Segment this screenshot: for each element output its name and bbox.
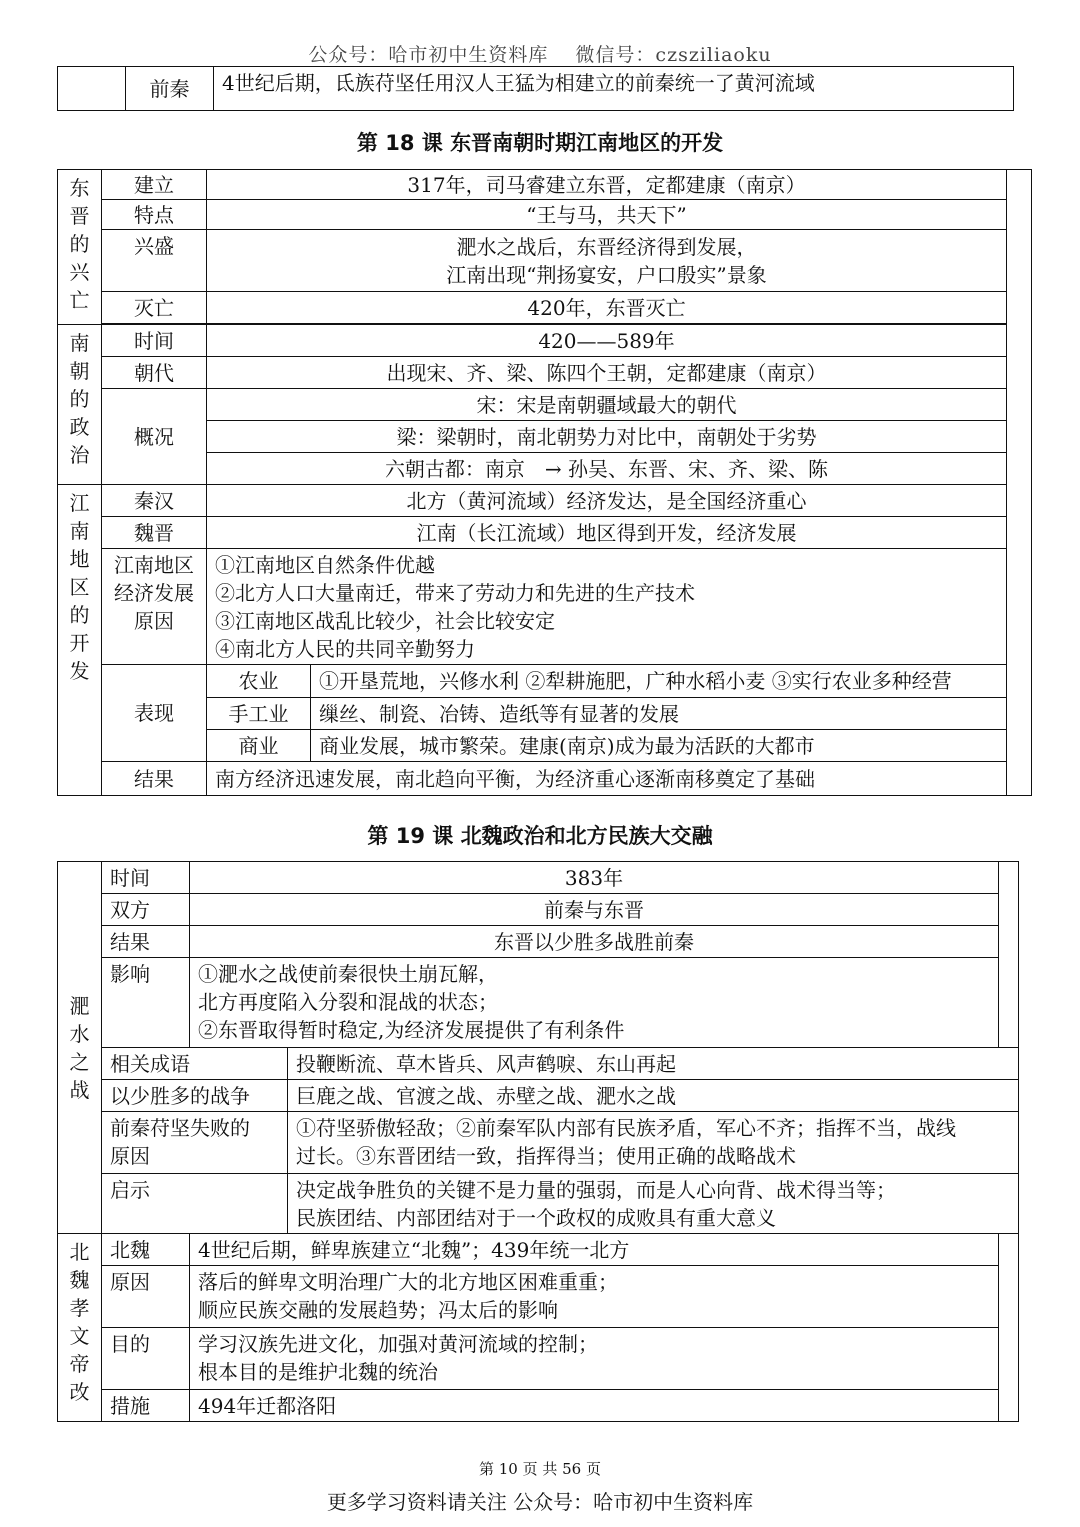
row-label: 秦汉 [102, 485, 207, 517]
footer-note: 更多学习资料请关注 公众号：哈市初中生资料库 [326, 1490, 754, 1514]
row-content: 出现宋、齐、梁、陈四个王朝，定都建康（南京） [207, 357, 1007, 389]
sub-label: 商业 [207, 730, 311, 762]
row-label: 启示 [102, 1174, 288, 1234]
side-blank [999, 1234, 1019, 1422]
row-content: 巨鹿之战、官渡之战、赤壁之战、淝水之战 [288, 1080, 1019, 1112]
row-content: 4世纪后期，鲜卑族建立“北魏”；439年统一北方 [190, 1234, 999, 1266]
row-content: 北方（黄河流域）经济发达，是全国经济重心 [207, 485, 1007, 517]
row-label: 相关成语 [102, 1048, 288, 1080]
row-label: 影响 [102, 958, 190, 1048]
row-content: 317年，司马睿建立东晋，定都建康（南京） [207, 170, 1007, 200]
reasons-content: ①江南地区自然条件优越 ②北方人口大量南迁，带来了劳动力和先进的生产技术 ③江南地区战乱比较少，社会比较安定 ④南北方人民的共同辛勤努力 [207, 549, 1007, 665]
row-label: 前秦苻坚失败的 原因 [102, 1112, 288, 1174]
row-label: 特点 [102, 200, 207, 230]
page-header: 公众号：哈市初中生资料库 微信号：czsziliaoku [308, 44, 772, 66]
row-content: 383年 [190, 862, 999, 894]
row-content: 420——589年 [207, 325, 1007, 357]
row-label: 概况 [102, 389, 207, 485]
row-content: 江南（长江流域）地区得到开发，经济发展 [207, 517, 1007, 549]
overview-line: 宋：宋是南朝疆域最大的朝代 [207, 389, 1007, 421]
section-label-southern-dynasties: 南朝的政治 [58, 325, 102, 485]
row-label: 魏晋 [102, 517, 207, 549]
sub-content: ①开垦荒地，兴修水利 ②犁耕施肥，广种水稻小麦 ③实行农业多种经营 [311, 665, 1032, 698]
row-content: 南方经济迅速发展，南北趋向平衡，为经济重心逐渐南移奠定了基础 [207, 762, 1032, 796]
row-label: 前秦 [126, 67, 214, 111]
row-label: 双方 [102, 894, 190, 926]
row-label: 结果 [102, 926, 190, 958]
overview-line: 梁：梁朝时，南北朝势力对比中，南朝处于劣势 [207, 421, 1007, 453]
row-label-reasons: 江南地区 经济发展 原因 [102, 549, 207, 665]
row-content: 落后的鲜卑文明治理广大的北方地区困难重重； 顺应民族交融的发展趋势；冯太后的影响 [190, 1266, 999, 1328]
row-label: 措施 [102, 1390, 190, 1422]
row-content: 前秦与东晋 [190, 894, 999, 926]
lesson-19-title: 第 19 课 北魏政治和北方民族大交融 [367, 824, 713, 848]
page-number: 第 10 页 共 56 页 [478, 1460, 601, 1478]
row-label: 原因 [102, 1266, 190, 1328]
lesson-18-title: 第 18 课 东晋南朝时期江南地区的开发 [356, 131, 724, 155]
sub-label: 手工业 [207, 698, 311, 730]
row-label: 结果 [102, 762, 207, 796]
row-content: 东晋以少胜多战胜前秦 [190, 926, 999, 958]
row-content: 学习汉族先进文化，加强对黄河流域的控制； 根本目的是维护北魏的统治 [190, 1328, 999, 1390]
row-content: 494年迁都洛阳 [190, 1390, 999, 1422]
row-label: 以少胜多的战争 [102, 1080, 288, 1112]
row-label: 北魏 [102, 1234, 190, 1266]
lesson-18-table [57, 169, 1032, 796]
row-label: 目的 [102, 1328, 190, 1390]
lesson-19-table [57, 861, 1019, 1422]
row-content: 决定战争胜负的关键不是力量的强弱，而是人心向背、战术得当等； 民族团结、内部团结对于一个政权的成败具有重大意义 [288, 1174, 1019, 1234]
section-label-jiangnan: 江南地区的开发 [58, 485, 102, 796]
row-content: 淝水之战后，东晋经济得到发展， 江南出现“荆扬宴安，户口殷实”景象 [207, 230, 1007, 292]
sub-label: 农业 [207, 665, 311, 698]
row-label: 朝代 [102, 357, 207, 389]
row-content: ①淝水之战使前秦很快土崩瓦解， 北方再度陷入分裂和混战的状态； ②东晋取得暂时稳定,为经济发展提供了有利条件 [190, 958, 999, 1048]
sub-content: 缫丝、制瓷、冶铸、造纸等有显著的发展 [311, 698, 1032, 730]
section-label-reform: 北魏孝文帝改 [58, 1234, 102, 1422]
section-label-feishui: 淝水之战 [58, 862, 102, 1234]
row-content: 投鞭断流、草木皆兵、风声鹤唳、东山再起 [288, 1048, 1019, 1080]
row-content: 4世纪后期，氐族苻坚任用汉人王猛为相建立的前秦统一了黄河流域 [214, 67, 1014, 111]
row-label: 兴盛 [102, 230, 207, 292]
row-content: ①苻坚骄傲轻敌；②前秦军队内部有民族矛盾，军心不齐；指挥不当，战线 过长。③东晋团结一致，指挥得当；使用正确的战略战术 [288, 1112, 1019, 1174]
section-label-eastern-jin: 东晋的兴亡 [58, 170, 102, 325]
empty-cell [58, 67, 126, 111]
row-label: 时间 [102, 325, 207, 357]
row-label: 表现 [102, 665, 207, 762]
row-label: 时间 [102, 862, 190, 894]
side-blank [999, 862, 1019, 1048]
row-content: “王与马，共天下” [207, 200, 1007, 230]
top-continuation-table [57, 66, 1014, 111]
overview-line: 六朝古都：南京 → 孙吴、东晋、宋、齐、梁、陈 [207, 453, 1007, 485]
row-content: 420年，东晋灭亡 [207, 292, 1007, 324]
row-label: 灭亡 [102, 292, 207, 324]
row-label: 建立 [102, 170, 207, 200]
sub-content: 商业发展，城市繁荣。建康(南京)成为最为活跃的大都市 [311, 730, 1032, 762]
